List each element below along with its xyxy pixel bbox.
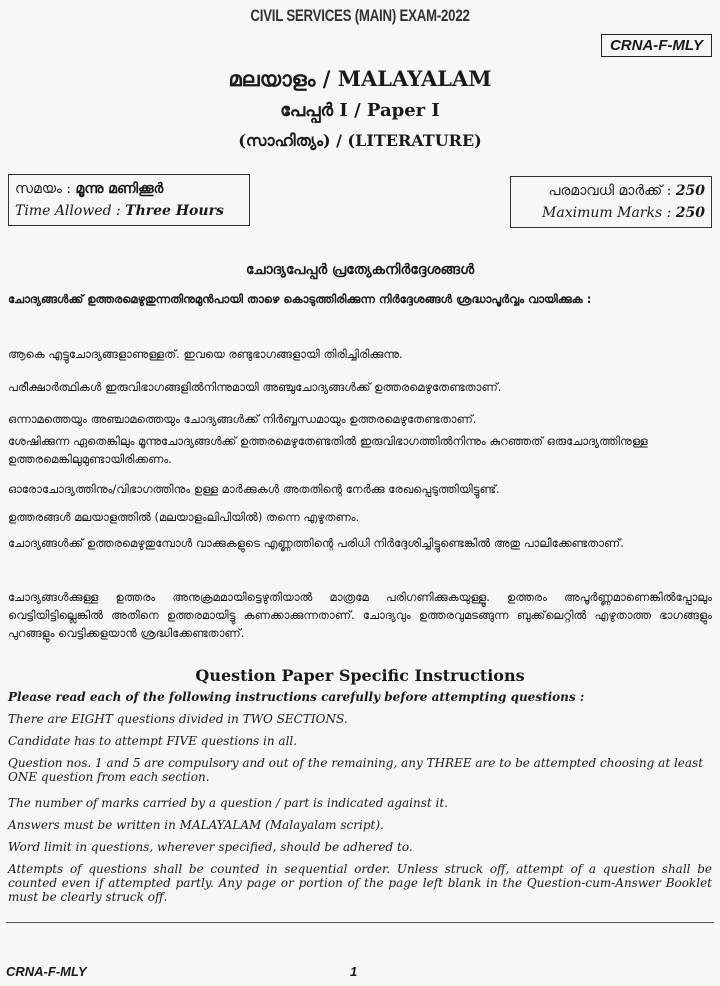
paper-code-box: CRNA-F-MLY — [601, 34, 712, 57]
malayalam-instructions-title: ചോദ്യപേപ്പർ പ്രത്യേകനിർദ്ദേശങ്ങൾ — [245, 262, 475, 278]
time-en-line — [15, 200, 243, 222]
time-en-value: Three Hours — [125, 203, 224, 219]
maximum-marks-box — [510, 176, 712, 228]
english-instructions-title: Question Paper Specific Instructions — [195, 666, 525, 685]
malayalam-instruction-item: ഉത്തരങ്ങൾ മലയാളത്തിൽ (മലയാളംലിപിയിൽ) തന്നെ എഴുതണം. — [8, 510, 360, 524]
time-allowed-box — [8, 174, 250, 226]
english-instruction-item: Word limit in questions, wherever specified, should be adhered to. — [8, 840, 413, 854]
malayalam-instruction-item: ശേഷിക്കുന്ന ഏതെങ്കിലും മൂന്നുചോദ്യങ്ങൾക്ക് ഉത്തരമെഴുതേണ്ടതിൽ ഇരുവിഭാഗത്തിൽനിന്നും കുറഞ്ഞത് ഒരുചോദ്യത്തിനുള്ള ഉത്തരമെങ്കിലുമുണ്ടായിരിക്കണം. — [8, 434, 648, 466]
time-ml-value: മൂന്നു മണിക്കൂർ — [75, 181, 164, 197]
marks-en-label: Maximum Marks : — [542, 205, 676, 221]
english-instruction-item: Attempts of questions shall be counted in sequential order. Unless struck off, attempt of a question shall be counted even if attempted partly. Any page or portion of the page left blank in the Question-cum-Answer Booklet must be clearly struck off. — [8, 862, 712, 904]
english-instruction-item: Candidate has to attempt FIVE questions in all. — [8, 734, 298, 748]
marks-en-line — [517, 202, 705, 224]
malayalam-instruction-item: പരീക്ഷാർത്ഥികൾ ഇരുവിഭാഗങ്ങളിൽനിന്നുമായി അഞ്ചുചോദ്യങ്ങൾക്ക് ഉത്തരമെഴുതേണ്ടതാണ്. — [8, 380, 502, 394]
english-instruction-item: The number of marks carried by a question / part is indicated against it. — [8, 796, 449, 810]
page-number: 1 — [350, 964, 358, 979]
time-en-label: Time Allowed : — [15, 203, 126, 219]
malayalam-instruction-item: ഒന്നാമത്തെയും അഞ്ചാമത്തെയും ചോദ്യങ്ങൾക്ക് നിർബ്ബന്ധമായും ഉത്തരമെഴുതേണ്ടതാണ്. — [8, 412, 477, 426]
subject-heading: മലയാളം / MALAYALAM — [228, 66, 492, 91]
marks-ml-value: 250 — [675, 183, 705, 199]
marks-en-value: 250 — [675, 205, 705, 221]
malayalam-instructions-intro: ചോദ്യങ്ങൾക്ക് ഉത്തരമെഴുതുന്നതിനുമുൻപായി താഴെ കൊടുത്തിരിക്കുന്ന നിർദ്ദേശങ്ങൾ ശ്രദ്ധാപൂർവ്വം വായിക്കുക : — [8, 292, 592, 306]
malayalam-instruction-item: ചോദ്യങ്ങൾക്കുള്ള ഉത്തരം അനുക്രമമായിട്ടെഴുതിയാൽ മാത്രമേ പരിഗണിക്കുകയുള്ളൂ. ഉത്തരം അപൂർണ്ണമാണെങ്കിൽപ്പോലും വെട്ടിയിട്ടില്ലെങ്കിൽ അതിനെ ഉത്തരമായിട്ടു കണക്കാക്കുന്നതാണ്. ചോദ്യവും ഉത്തരവുമടങ്ങുന്ന ബുക്ക്‌ലെറ്റിൽ എഴുതാത്ത ഭാഗങ്ങളും പുറങ്ങളും വെട്ടിക്കളയാൻ ശ്രദ്ധിക്കേണ്ടതാണ്. — [8, 590, 712, 640]
english-instruction-item: Answers must be written in MALAYALAM (Malayalam script). — [8, 818, 384, 832]
english-instruction-item: There are EIGHT questions divided in TWO SECTIONS. — [8, 712, 348, 726]
marks-ml-line — [517, 180, 705, 202]
footer-divider — [6, 922, 714, 923]
english-instructions-intro: Please read each of the following instructions carefully before attempting questions : — [8, 690, 585, 704]
malayalam-instruction-item: ചോദ്യങ്ങൾക്ക് ഉത്തരമെഴുതുമ്പോൾ വാക്കുകളുടെ എണ്ണത്തിന്റെ പരിധി നിർദ്ദേശിച്ചിട്ടുണ്ടെങ്കിൽ അതു പാലിക്കേണ്ടതാണ്. — [8, 536, 624, 550]
malayalam-instruction-item: ഓരോചോദ്യത്തിനും/വിഭാഗത്തിനും ഉള്ള മാർക്കുകൾ അതതിന്റെ നേർക്കു രേഖപ്പെടുത്തിയിട്ടുണ്ട്. — [8, 482, 500, 496]
exam-title: CIVIL SERVICES (MAIN) EXAM-2022 — [250, 6, 470, 25]
footer-paper-code: CRNA-F-MLY — [6, 964, 87, 979]
time-ml-line — [15, 178, 243, 200]
malayalam-instruction-item: ആകെ എട്ടുചോദ്യങ്ങളാണുള്ളത്. ഇവയെ രണ്ടുഭാഗങ്ങളായി തിരിച്ചിരിക്കുന്നു. — [8, 347, 403, 361]
english-instruction-item: Question nos. 1 and 5 are compulsory and out of the remaining, any THREE are to be attempted choosing at least ONE question from each section. — [8, 756, 704, 784]
section-heading: (സാഹിത്യം) / (LITERATURE) — [238, 131, 482, 150]
time-ml-label: സമയം : — [15, 181, 76, 197]
paper-heading: പേപ്പർ I / Paper I — [280, 100, 440, 121]
marks-ml-label: പരമാവധി മാർക്ക് : — [548, 183, 676, 199]
